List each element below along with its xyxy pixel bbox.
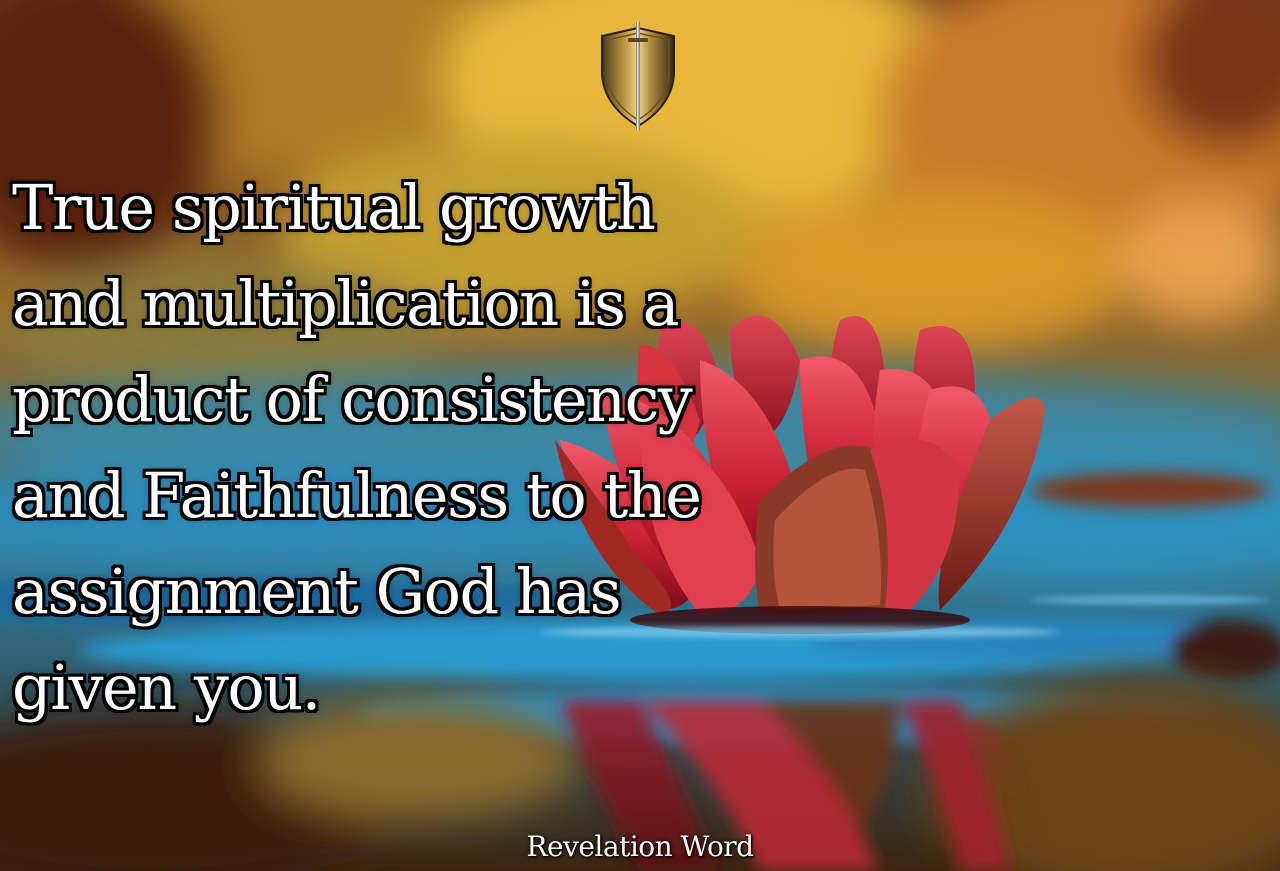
- quote-line-6: given you.: [12, 651, 320, 724]
- signature-text: Revelation Word: [526, 830, 754, 863]
- signature-caption: [0, 830, 1280, 863]
- shield-sword-icon: [598, 22, 678, 132]
- quote-line-3: product of consistency: [12, 363, 692, 436]
- quote-line-1: True spiritual growth: [12, 171, 655, 244]
- quote-line-4: and Faithfulness to the: [12, 459, 701, 532]
- quote-text: [12, 160, 792, 736]
- quote-line-2: and multiplication is a: [12, 267, 679, 340]
- quote-line-5: assignment God has: [12, 555, 621, 628]
